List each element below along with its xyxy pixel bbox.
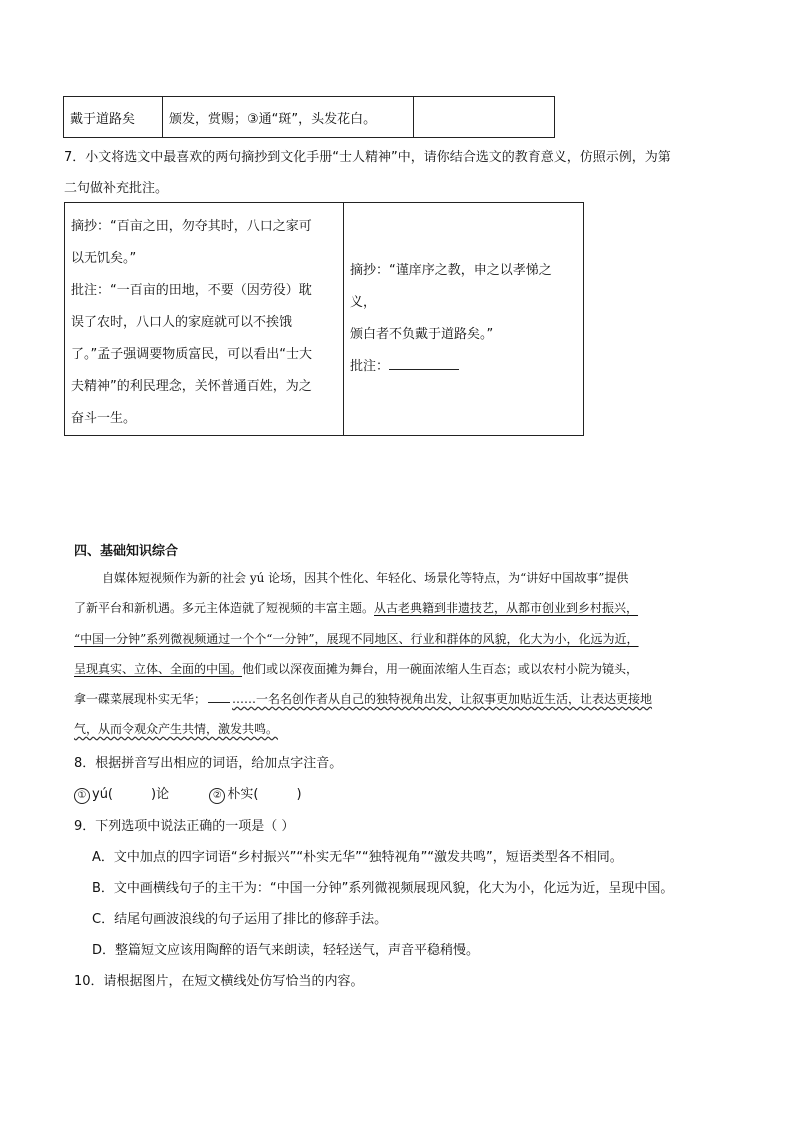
q7-line1: 7．小文将选文中最喜欢的两句摘抄到文化手册“士人精神”中，请你结合选文的教育意义，仿照示例，为第 bbox=[64, 150, 671, 165]
table-cell: 戴于道路矣 bbox=[64, 97, 163, 138]
q9-option-b[interactable]: B．文中画横线句子的主干为：“中国一分钟”系列微视频展现风貌，化大为小，化远为近，呈现中国。 bbox=[92, 881, 674, 896]
q9-option-a[interactable]: A．文中加点的四字词语“乡村振兴”“朴实无华”“独特视角”“激发共鸣”，短语类型各不相同。 bbox=[92, 850, 623, 865]
q9-option-c[interactable]: C．结尾句画波浪线的句子运用了排比的修辞手法。 bbox=[92, 912, 388, 927]
q8-item1-number: ① bbox=[74, 788, 90, 804]
excerpt-right-line: 摘抄：“谨庠序之教，申之以孝悌之义， bbox=[350, 263, 552, 310]
q10-title: 10．请根据图片，在短文横线处仿写恰当的内容。 bbox=[74, 974, 364, 989]
excerpt-left-line: 夫精神”的利民理念，关怀普通百姓，为之 bbox=[71, 379, 312, 394]
excerpt-left-line: 误了农时，八口人的家庭就可以不挨饿 bbox=[71, 315, 293, 330]
excerpt-left-cell bbox=[65, 203, 344, 436]
underlined-sentence: “中国一分钟”系列微视频通过一个个“一分钟”，展现不同地区、行业和群体的风貌，化大为小，化远为近， bbox=[74, 632, 639, 646]
note-label: 批注： bbox=[350, 359, 390, 374]
table-cell: 颁发，赏赐；③通“斑”，头发花白。 bbox=[163, 97, 414, 138]
q8-item1-end: )论 bbox=[151, 787, 170, 802]
excerpt-left-line: 批注：“一百亩的田地，不要（因劳役）耽 bbox=[71, 283, 312, 298]
passage-line: 自媒体短视频作为新的社会 yú 论场，因其个性化、年轻化、场景化等特点，为“讲好中国故事”提供 bbox=[102, 571, 629, 585]
passage-line bbox=[74, 690, 652, 707]
excerpt-left-line: 以无饥矣。” bbox=[71, 251, 137, 266]
q7-line2: 二句做补充批注。 bbox=[64, 181, 169, 196]
wavy-sentence: ……一名名创作者从自己的独特视角出发，让叙事更加贴近生活，让表达更接地 bbox=[232, 692, 653, 706]
underlined-sentence: 呈现真实、立体、全面的中国。 bbox=[74, 662, 243, 676]
note-row bbox=[350, 351, 577, 383]
passage-line bbox=[74, 599, 638, 616]
wavy-sentence: 气，从而令观众产生共情，激发共鸣。 bbox=[74, 722, 279, 736]
excerpt-left-line: 摘抄：“百亩之田，勿夺其时，八口之家可 bbox=[71, 219, 312, 234]
q8-item2-end: ) bbox=[296, 787, 302, 802]
passage-text: 他们或以深夜面摊为舞台，用一碗面浓缩人生百态；或以农村小院为镜头， bbox=[242, 662, 639, 676]
excerpt-right-cell bbox=[344, 203, 584, 436]
answer-table-top bbox=[63, 96, 555, 138]
fill-blank[interactable] bbox=[208, 692, 230, 703]
passage-text: 拿一碟菜展现朴实无华； bbox=[74, 692, 207, 706]
section-title: 四、基础知识综合 bbox=[74, 544, 179, 559]
q8-item2-number: ② bbox=[209, 788, 225, 804]
excerpt-left-line: 了。”孟子强调要物质富民，可以看出“士大 bbox=[71, 347, 312, 362]
excerpt-left-line: 奋斗一生。 bbox=[71, 411, 137, 426]
underlined-sentence: 从古老典籍到非遗技艺，从都市创业到乡村振兴， bbox=[374, 601, 639, 615]
q8-title: 8．根据拼音写出相应的词语，给加点字注音。 bbox=[74, 756, 343, 771]
excerpt-right-line: 颁白者不负戴于道路矣。” bbox=[350, 327, 494, 342]
passage-line bbox=[74, 660, 638, 677]
table-row bbox=[65, 203, 584, 436]
q8-item2-text: 朴实( bbox=[227, 787, 259, 802]
q8-items bbox=[74, 783, 302, 804]
q9-option-d[interactable]: D．整篇短文应该用陶醉的语气来朗读，轻轻送气，声音平稳稍慢。 bbox=[92, 943, 480, 958]
passage-text: 了新平台和新机遇。多元主体造就了短视频的丰富主题。 bbox=[74, 601, 375, 615]
excerpt-table bbox=[64, 202, 584, 436]
table-row bbox=[64, 97, 555, 138]
table-cell bbox=[414, 97, 555, 138]
q8-item1-text: yú( bbox=[92, 787, 114, 802]
q9-title: 9．下列选项中说法正确的一项是（ ） bbox=[74, 819, 295, 834]
note-answer-blank[interactable] bbox=[389, 357, 459, 370]
